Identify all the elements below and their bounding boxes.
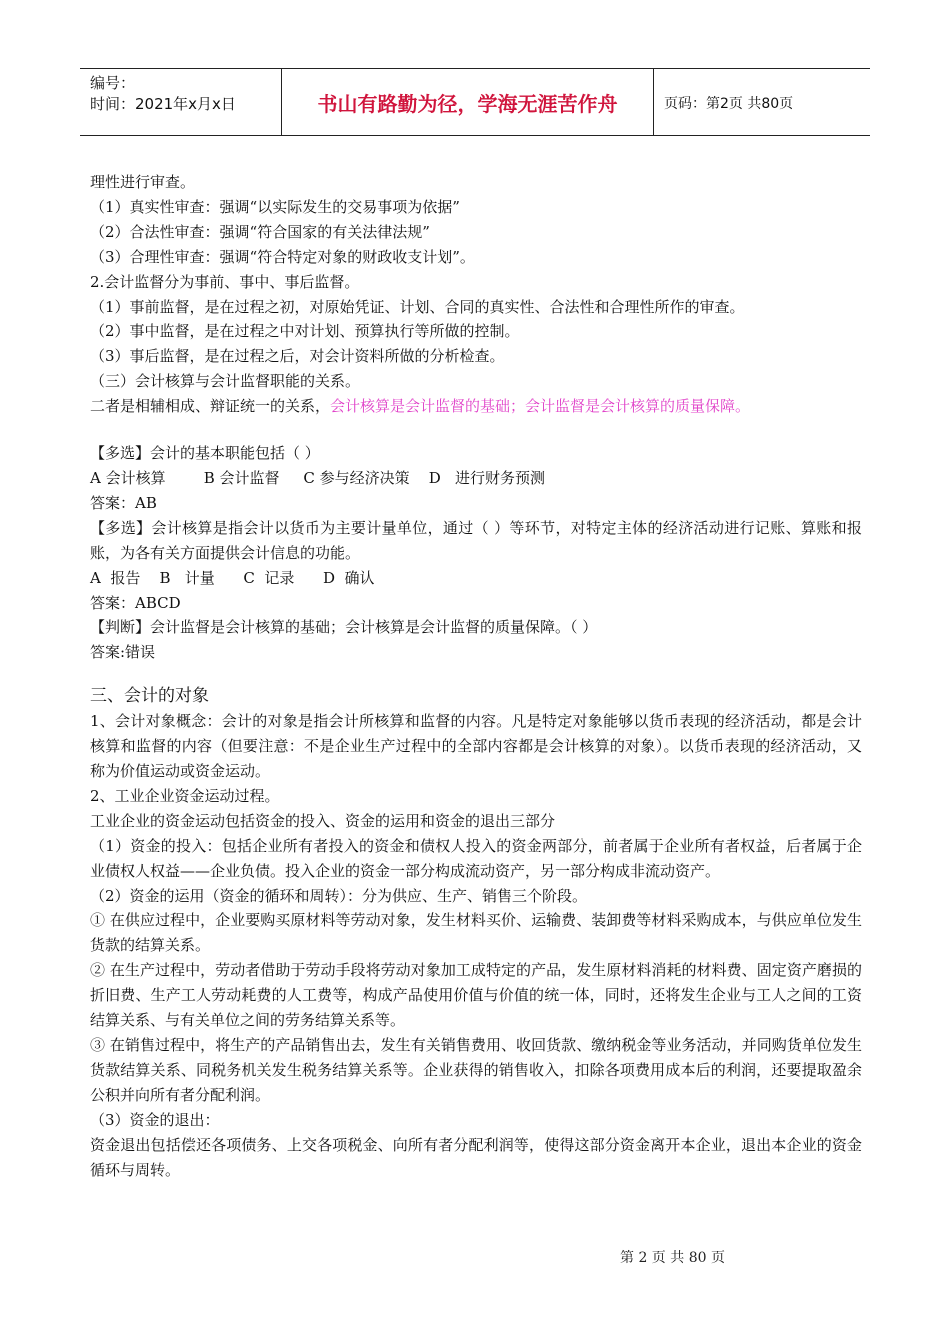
- paragraph: 2.会计监督分为事前、事中、事后监督。: [90, 272, 360, 291]
- paragraph: 2、工业企业资金运动过程。: [90, 786, 280, 805]
- paragraph: （三）会计核算与会计监督职能的关系。: [90, 372, 361, 391]
- paragraph: ① 在供应过程中，企业要购买原材料等劳动对象，发生材料买价、运输费、装卸费等材料采购成本，与供应单位发生货款的结算关系。: [90, 911, 862, 955]
- relation-paragraph: [90, 394, 862, 419]
- question-1-options: A 会计核算 B 会计监督 C 参与经济决策 D 进行财务预测: [90, 468, 546, 487]
- paragraph: （1）真实性审查：强调“以实际发生的交易事项为依据”: [90, 197, 460, 216]
- page-header: [80, 68, 870, 136]
- paragraph: （3）合理性审查：强调“符合特定对象的财政收支计划”。: [90, 247, 475, 266]
- document-number: 编号：: [90, 74, 136, 92]
- question-3-answer: 答案:错误: [90, 643, 156, 662]
- question-1-answer: 答案：AB: [90, 493, 157, 512]
- paragraph: （2）资金的运用（资金的循环和周转）：分为供应、生产、销售三个阶段。: [90, 886, 588, 905]
- paragraph: （1）事前监督，是在过程之初，对原始凭证、计划、合同的真实性、合法性和合理性所作的审查。: [90, 297, 745, 316]
- question-3: 【判断】会计监督是会计核算的基础；会计核算是会计监督的质量保障。（ ）: [90, 618, 598, 637]
- paragraph: （2）事中监督，是在过程之中对计划、预算执行等所做的控制。: [90, 322, 520, 341]
- header-motto: 书山有路勤为径，学海无涯苦作舟: [282, 69, 654, 135]
- document-date: 时间：2021年x月x日: [90, 95, 236, 113]
- paragraph: （3）资金的退出：: [90, 1110, 220, 1129]
- paragraph: ③ 在销售过程中，将生产的产品销售出去，发生有关销售费用、收回货款、缴纳税金等业务活动，并同购货单位发生货款结算关系、同税务机关发生税务结算关系等。企业获得的销售收入，扣除各项费用成本后的利润，还要提取盈余公积并向所有者分配利润。: [90, 1036, 862, 1104]
- header-page-number: 页码：第2页 共80页: [664, 96, 794, 112]
- paragraph: （2）合法性审查：强调“符合国家的有关法律法规”: [90, 222, 430, 241]
- question-1: 【多选】会计的基本职能包括（ ）: [90, 444, 320, 463]
- paragraph: 理性进行审查。: [90, 173, 196, 191]
- document-body: [90, 170, 862, 1182]
- question-2-options: A 报告 B 计量 C 记录 D 确认: [90, 568, 375, 587]
- paragraph: （1）资金的投入：包括企业所有者投入的资金和债权人投入的资金两部分，前者属于企业所有者权益，后者属于企业债权人权益——企业负债。投入企业的资金一部分构成流动资产，另一部分构成非流动资产。: [90, 836, 862, 880]
- paragraph: 资金退出包括偿还各项债务、上交各项税金、向所有者分配利润等，使得这部分资金离开本企业，退出本企业的资金循环与周转。: [90, 1135, 862, 1179]
- highlighted-text: 会计核算是会计监督的基础；会计监督是会计核算的质量保障。: [330, 397, 751, 416]
- paragraph: ② 在生产过程中，劳动者借助于劳动手段将劳动对象加工成特定的产品，发生原材料消耗的材料费、固定资产磨损的折旧费、生产工人劳动耗费的人工费等，构成产品使用价值与价值的统一体，同时，还将发生企业与工人之间的工资结算关系、与有关单位之间的劳务结算关系等。: [90, 961, 862, 1030]
- question-2-answer: 答案：ABCD: [90, 593, 181, 612]
- relation-text: 二者是相辅相成、辩证统一的关系，: [90, 397, 331, 416]
- section-heading: 三、会计的对象: [90, 686, 209, 707]
- paragraph: 1、会计对象概念：会计的对象是指会计所核算和监督的内容。凡是特定对象能够以货币表现的经济活动，都是会计核算和监督的内容（但要注意：不是企业生产过程中的全部内容都是会计核算的对象）。以货币表现的经济活动，又称为价值运动或资金运动。: [90, 712, 862, 781]
- page-footer: 第 2 页 共 80 页: [620, 1250, 725, 1266]
- paragraph: （3）事后监督，是在过程之后，对会计资料所做的分析检查。: [90, 347, 505, 366]
- question-2: 【多选】会计核算是指会计以货币为主要计量单位，通过（ ）等环节，对特定主体的经济活动进行记账、算账和报账，为各有关方面提供会计信息的功能。: [90, 518, 862, 562]
- paragraph: 工业企业的资金运动包括资金的投入、资金的运用和资金的退出三部分: [90, 811, 556, 830]
- header-meta: [80, 69, 282, 135]
